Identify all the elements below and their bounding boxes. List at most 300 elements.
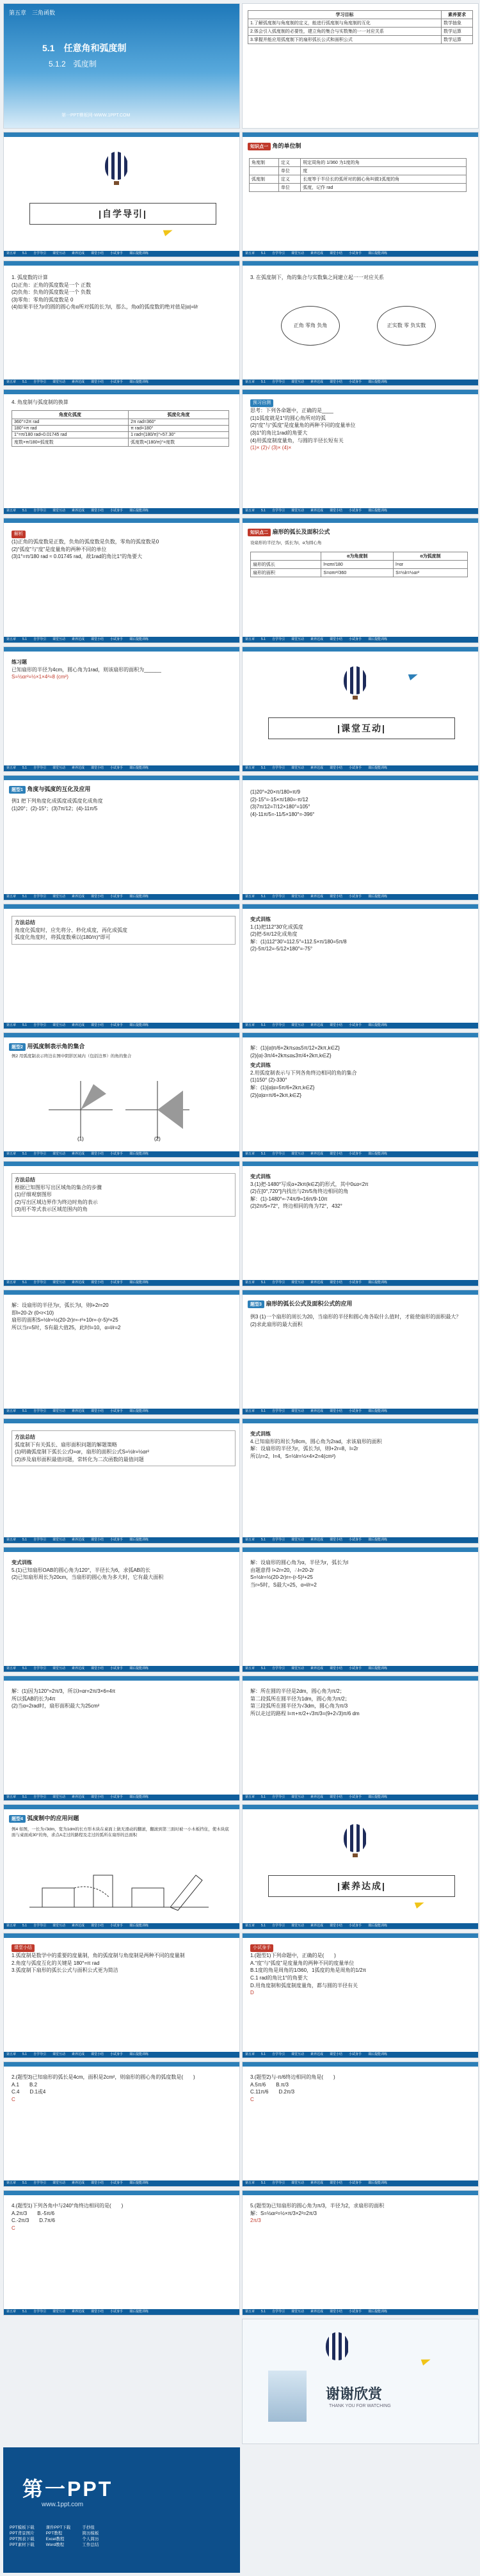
nav-item[interactable]: 5.1 xyxy=(22,380,27,384)
nav-item[interactable]: 素养达成 xyxy=(72,766,85,770)
nav-item[interactable]: 5.1 xyxy=(22,2310,27,2314)
nav-item[interactable]: 第五章 xyxy=(6,1409,17,1413)
footer-link[interactable]: Excel教程 xyxy=(45,2537,65,2541)
nav-item[interactable]: 自学导引 xyxy=(271,252,285,255)
nav-item[interactable]: 5.1 xyxy=(22,509,27,513)
nav-item[interactable]: 课堂小结 xyxy=(330,1538,343,1542)
nav-item[interactable]: 课堂互动 xyxy=(52,766,65,770)
nav-item[interactable]: 素养达成 xyxy=(72,1409,85,1413)
nav-item[interactable]: 素养达成 xyxy=(72,637,85,641)
nav-item[interactable]: 课堂小结 xyxy=(330,637,343,641)
nav-item[interactable]: 5.1 xyxy=(261,1281,266,1284)
nav-item[interactable]: 素养达成 xyxy=(310,1023,324,1027)
nav-item[interactable]: 第五章 xyxy=(6,1667,17,1670)
nav-item[interactable]: 5.1 xyxy=(261,2181,266,2185)
nav-item[interactable]: 自学导引 xyxy=(33,2052,46,2056)
nav-item[interactable]: 第五章 xyxy=(245,1538,255,1542)
nav-item[interactable]: 课堂小结 xyxy=(330,2181,343,2185)
nav-item[interactable]: 自学导引 xyxy=(33,380,46,384)
nav-item[interactable]: 自学导引 xyxy=(271,2052,285,2056)
nav-item[interactable]: 5.1 xyxy=(261,2310,266,2314)
footer-link[interactable]: PPT背景图片 xyxy=(10,2531,35,2536)
nav-item[interactable]: 第五章 xyxy=(245,1409,255,1413)
nav-item[interactable]: 自学导引 xyxy=(271,1667,285,1670)
nav-item[interactable]: 第五章 xyxy=(6,1281,17,1284)
nav-item[interactable]: 课堂小结 xyxy=(91,895,104,899)
nav-item[interactable]: 课堂互动 xyxy=(291,252,304,255)
nav-item[interactable]: 素养达成 xyxy=(310,1538,324,1542)
nav-item[interactable]: 课堂小结 xyxy=(91,1281,104,1284)
nav-item[interactable]: 小试身手 xyxy=(349,1281,362,1284)
nav-item[interactable]: 自学导引 xyxy=(33,509,46,513)
nav-item[interactable]: 小试身手 xyxy=(349,2052,362,2056)
nav-item[interactable]: 素养达成 xyxy=(310,1409,324,1413)
nav-item[interactable]: 素养达成 xyxy=(310,2052,324,2056)
footer-link[interactable]: Word教程 xyxy=(45,2543,65,2547)
nav-item[interactable]: 课堂互动 xyxy=(52,1023,65,1027)
nav-item[interactable]: 课后提能训练 xyxy=(368,637,388,641)
nav-item[interactable]: 素养达成 xyxy=(72,2181,85,2185)
nav-item[interactable]: 小试身手 xyxy=(349,2310,362,2314)
nav-item[interactable]: 第五章 xyxy=(245,1667,255,1670)
nav-item[interactable]: 课堂小结 xyxy=(330,2052,343,2056)
nav-item[interactable]: 第五章 xyxy=(245,766,255,770)
nav-item[interactable]: 课堂小结 xyxy=(330,1667,343,1670)
nav-item[interactable]: 课堂小结 xyxy=(330,380,343,384)
nav-item[interactable]: 课后提能训练 xyxy=(368,766,388,770)
nav-item[interactable]: 自学导引 xyxy=(271,380,285,384)
nav-item[interactable]: 课堂互动 xyxy=(291,1667,304,1670)
nav-item[interactable]: 课堂互动 xyxy=(52,1538,65,1542)
nav-item[interactable]: 第五章 xyxy=(6,509,17,513)
nav-item[interactable]: 小试身手 xyxy=(110,1023,124,1027)
nav-item[interactable]: 小试身手 xyxy=(110,1538,124,1542)
training1-title: 变式训练 xyxy=(250,916,271,922)
nav-item[interactable]: 自学导引 xyxy=(271,1538,285,1542)
nav-item[interactable]: 小试身手 xyxy=(349,1667,362,1670)
nav-item[interactable]: 5.1 xyxy=(261,1667,266,1670)
nav-item[interactable]: 课堂小结 xyxy=(91,252,104,255)
nav-item[interactable]: 素养达成 xyxy=(72,1667,85,1670)
nav-item[interactable]: 小试身手 xyxy=(110,2181,124,2185)
nav-item[interactable]: 小试身手 xyxy=(349,637,362,641)
nav-item[interactable]: 5.1 xyxy=(261,637,266,641)
nav-item[interactable]: 自学导引 xyxy=(33,1924,46,1928)
nav-item[interactable]: 素养达成 xyxy=(310,2310,324,2314)
footer-link[interactable]: 手抄报 xyxy=(82,2525,95,2530)
nav-item[interactable]: 素养达成 xyxy=(310,895,324,899)
nav-item[interactable]: 课堂互动 xyxy=(52,1152,65,1156)
nav-item[interactable]: 第五章 xyxy=(6,1538,17,1542)
footer-url[interactable]: www.1ppt.com xyxy=(42,2501,84,2508)
nav-item[interactable]: 自学导引 xyxy=(33,766,46,770)
nav-item[interactable]: 小试身手 xyxy=(110,895,124,899)
nav-item[interactable]: 课堂互动 xyxy=(52,895,65,899)
nav-item[interactable]: 自学导引 xyxy=(33,1795,46,1799)
nav-item[interactable]: 课堂互动 xyxy=(291,2181,304,2185)
cell: l=αr xyxy=(394,561,468,569)
nav-item[interactable]: 小试身手 xyxy=(110,380,124,384)
nav-item[interactable]: 小试身手 xyxy=(349,1023,362,1027)
nav-item[interactable]: 自学导引 xyxy=(33,1409,46,1413)
nav-item[interactable]: 素养达成 xyxy=(310,637,324,641)
nav-item[interactable]: 第五章 xyxy=(245,1281,255,1284)
nav-item[interactable]: 课堂小结 xyxy=(91,509,104,513)
nav-item[interactable]: 5.1 xyxy=(22,252,27,255)
nav-item[interactable]: 素养达成 xyxy=(310,2181,324,2185)
nav-item[interactable]: 5.1 xyxy=(22,1667,27,1670)
nav-item[interactable]: 第五章 xyxy=(245,2052,255,2056)
nav-item[interactable]: 课堂互动 xyxy=(52,637,65,641)
nav-item[interactable]: 第五章 xyxy=(6,252,17,255)
nav-item[interactable]: 小试身手 xyxy=(110,1667,124,1670)
nav-item[interactable]: 课后提能训练 xyxy=(368,380,388,384)
footer-link[interactable]: 简历模板 xyxy=(82,2531,99,2536)
nav-item[interactable]: 小试身手 xyxy=(349,380,362,384)
quiz5-text xyxy=(250,2202,468,2225)
nav-item[interactable]: 课堂小结 xyxy=(91,380,104,384)
nav-item[interactable]: 第五章 xyxy=(6,895,17,899)
nav-item[interactable]: 素养达成 xyxy=(310,252,324,255)
nav-item[interactable]: 素养达成 xyxy=(72,1152,85,1156)
nav-item[interactable]: 5.1 xyxy=(22,1023,27,1027)
nav-item[interactable]: 第五章 xyxy=(245,1023,255,1027)
line: 3.(1)把-1480°写成α+2kπ(k∈Z)的形式，其中0≤α<2π xyxy=(250,1181,369,1187)
nav-item[interactable]: 小试身手 xyxy=(349,2181,362,2185)
nav-item[interactable]: 5.1 xyxy=(22,1409,27,1413)
nav-item[interactable]: 课堂小结 xyxy=(330,2310,343,2314)
nav-item[interactable]: 第五章 xyxy=(6,1924,17,1928)
nav-item[interactable]: 课堂互动 xyxy=(52,252,65,255)
nav-item[interactable]: 小试身手 xyxy=(110,1795,124,1799)
nav-item[interactable]: 小试身手 xyxy=(110,1152,124,1156)
nav-item[interactable]: 自学导引 xyxy=(33,2181,46,2185)
nav-item[interactable]: 课堂互动 xyxy=(52,380,65,384)
nav-item[interactable]: 自学导引 xyxy=(271,895,285,899)
nav-item[interactable]: 自学导引 xyxy=(33,1152,46,1156)
nav-item[interactable]: 第五章 xyxy=(245,1924,255,1928)
footer-link[interactable]: PPT图表下载 xyxy=(10,2537,35,2541)
nav-item[interactable]: 5.1 xyxy=(261,509,266,513)
nav-item[interactable]: 第五章 xyxy=(245,1152,255,1156)
nav-item[interactable]: 第五章 xyxy=(245,380,255,384)
goal-2-literacy: 数学运算 xyxy=(442,28,473,36)
nav-item[interactable]: 课后提能训练 xyxy=(368,2181,388,2185)
nav-item[interactable]: 5.1 xyxy=(22,1538,27,1542)
nav-item[interactable]: 课堂互动 xyxy=(291,2310,304,2314)
nav-item[interactable]: 课堂互动 xyxy=(291,1538,304,1542)
nav-item[interactable]: 素养达成 xyxy=(72,1924,85,1928)
nav-item[interactable]: 课堂小结 xyxy=(91,1409,104,1413)
nav-item[interactable]: 自学导引 xyxy=(271,1795,285,1799)
nav-item[interactable]: 5.1 xyxy=(22,1281,27,1284)
nav-item[interactable]: 课堂互动 xyxy=(52,2181,65,2185)
nav-item[interactable]: 课堂小结 xyxy=(330,509,343,513)
nav-item[interactable]: 课堂互动 xyxy=(291,509,304,513)
nav-item[interactable]: 第五章 xyxy=(6,1152,17,1156)
nav-item[interactable]: 5.1 xyxy=(261,1409,266,1413)
nav-item[interactable]: 课堂互动 xyxy=(291,766,304,770)
nav-item[interactable]: 小试身手 xyxy=(349,766,362,770)
nav-item[interactable]: 自学导引 xyxy=(33,2310,46,2314)
nav-item[interactable]: 课堂互动 xyxy=(52,1795,65,1799)
footer-link[interactable]: PPT教程 xyxy=(45,2531,63,2536)
nav-item[interactable]: 5.1 xyxy=(22,637,27,641)
nav-item[interactable]: 课堂互动 xyxy=(291,895,304,899)
nav-item[interactable]: 课后提能训练 xyxy=(129,1924,149,1928)
nav-item[interactable]: 课后提能训练 xyxy=(129,766,149,770)
nav-item[interactable]: 课后提能训练 xyxy=(129,1667,149,1670)
nav-item[interactable]: 第五章 xyxy=(6,2052,17,2056)
nav-item[interactable]: 课后提能训练 xyxy=(129,1281,149,1284)
nav-item[interactable]: 小试身手 xyxy=(349,1795,362,1799)
nav-item[interactable]: 课堂互动 xyxy=(52,2052,65,2056)
nav-item[interactable]: 素养达成 xyxy=(310,380,324,384)
nav-item[interactable]: 素养达成 xyxy=(72,2052,85,2056)
nav-item[interactable]: 自学导引 xyxy=(271,1023,285,1027)
nav-item[interactable]: 课后提能训练 xyxy=(368,1409,388,1413)
method2-title: 方法总结 xyxy=(15,1177,35,1183)
nav-item[interactable]: 课后提能训练 xyxy=(368,509,388,513)
nav-item[interactable]: 课后提能训练 xyxy=(368,1924,388,1928)
nav-item[interactable]: 自学导引 xyxy=(271,637,285,641)
nav-item[interactable]: 课堂小结 xyxy=(91,1152,104,1156)
nav-item[interactable]: 课堂小结 xyxy=(91,1667,104,1670)
line: (1)1弧度就是1°的圆心角所对的弧 xyxy=(250,415,326,421)
nav-item[interactable]: 课堂小结 xyxy=(91,2052,104,2056)
nav-item[interactable]: 课堂小结 xyxy=(330,252,343,255)
nav-item[interactable]: 5.1 xyxy=(261,1023,266,1027)
nav-item[interactable]: 课后提能训练 xyxy=(368,1023,388,1027)
nav-item[interactable]: 课后提能训练 xyxy=(129,1023,149,1027)
nav-item[interactable]: 自学导引 xyxy=(33,637,46,641)
nav-item[interactable]: 课堂小结 xyxy=(91,766,104,770)
nav-item[interactable]: 5.1 xyxy=(261,1152,266,1156)
line: 1.(题型1)下列命题中，正确的是( ) xyxy=(250,1953,336,1959)
nav-item[interactable]: 第五章 xyxy=(245,2310,255,2314)
nav-item[interactable]: 课堂互动 xyxy=(291,1924,304,1928)
nav-item[interactable]: 自学导引 xyxy=(271,2310,285,2314)
line: 由题意得 l+2r=20，∴l=20-2r xyxy=(250,1567,314,1573)
nav-item[interactable]: 课堂互动 xyxy=(52,1924,65,1928)
nav-item[interactable]: 第五章 xyxy=(245,895,255,899)
paper-plane-icon xyxy=(421,2356,432,2365)
nav-item[interactable]: 自学导引 xyxy=(33,1023,46,1027)
footer-link[interactable]: 个人简历 xyxy=(82,2537,99,2541)
nav-item[interactable]: 第五章 xyxy=(6,1795,17,1799)
nav-item[interactable]: 课堂互动 xyxy=(52,1667,65,1670)
nav-item[interactable]: 5.1 xyxy=(261,766,266,770)
nav-item[interactable]: 5.1 xyxy=(22,2181,27,2185)
nav-item[interactable]: 素养达成 xyxy=(310,509,324,513)
nav-item[interactable]: 课后提能训练 xyxy=(368,252,388,255)
nav-item[interactable]: 课后提能训练 xyxy=(129,2310,149,2314)
nav-item[interactable]: 课堂互动 xyxy=(291,1795,304,1799)
nav-item[interactable]: 自学导引 xyxy=(271,1409,285,1413)
nav-item[interactable]: 小试身手 xyxy=(110,509,124,513)
nav-item[interactable]: 第五章 xyxy=(245,1795,255,1799)
nav-item[interactable]: 课后提能训练 xyxy=(129,637,149,641)
nav-item[interactable]: 第五章 xyxy=(245,509,255,513)
nav-item[interactable]: 素养达成 xyxy=(310,1924,324,1928)
nav-item[interactable]: 素养达成 xyxy=(72,1538,85,1542)
nav-item[interactable]: 第五章 xyxy=(6,1023,17,1027)
nav-item[interactable]: 5.1 xyxy=(22,2052,27,2056)
nav-item[interactable]: 素养达成 xyxy=(72,509,85,513)
nav-item[interactable]: 小试身手 xyxy=(110,2052,124,2056)
nav-item[interactable]: 课堂小结 xyxy=(91,1924,104,1928)
practice1-slide xyxy=(242,389,479,515)
nav-item[interactable]: 素养达成 xyxy=(72,1023,85,1027)
nav-item[interactable]: 素养达成 xyxy=(72,1281,85,1284)
nav-item[interactable]: 自学导引 xyxy=(271,509,285,513)
nav-item[interactable]: 5.1 xyxy=(261,1924,266,1928)
nav-item[interactable]: 5.1 xyxy=(261,252,266,255)
nav-item[interactable]: 课后提能训练 xyxy=(129,2181,149,2185)
nav-item[interactable]: 课堂互动 xyxy=(291,637,304,641)
nav-item[interactable]: 自学导引 xyxy=(271,1152,285,1156)
nav-item[interactable]: 素养达成 xyxy=(310,1667,324,1670)
nav-item[interactable]: 素养达成 xyxy=(72,895,85,899)
nav-item[interactable]: 素养达成 xyxy=(72,252,85,255)
nav-item[interactable]: 课后提能训练 xyxy=(368,2052,388,2056)
nav-item[interactable]: 课后提能训练 xyxy=(368,1667,388,1670)
nav-item[interactable]: 自学导引 xyxy=(33,1538,46,1542)
nav-item[interactable]: 课堂小结 xyxy=(330,1795,343,1799)
nav-item[interactable]: 小试身手 xyxy=(110,1409,124,1413)
nav-item[interactable]: 第五章 xyxy=(245,252,255,255)
nav-item[interactable]: 课堂互动 xyxy=(291,1023,304,1027)
nav-item[interactable]: 素养达成 xyxy=(72,380,85,384)
nav-item[interactable]: 课堂小结 xyxy=(91,1023,104,1027)
nav-item[interactable]: 自学导引 xyxy=(33,895,46,899)
nav-item[interactable]: 课后提能训练 xyxy=(129,252,149,255)
nav-item[interactable]: 课后提能训练 xyxy=(129,895,149,899)
nav-item[interactable]: 小试身手 xyxy=(349,895,362,899)
footer-link[interactable]: PPT素材下载 xyxy=(10,2543,35,2547)
nav-item[interactable]: 第五章 xyxy=(6,637,17,641)
nav-item[interactable]: 小试身手 xyxy=(349,1409,362,1413)
nav-item[interactable]: 课后提能训练 xyxy=(368,1281,388,1284)
nav-item[interactable]: 课堂互动 xyxy=(291,1281,304,1284)
nav-item[interactable]: 课堂互动 xyxy=(52,1409,65,1413)
nav-item[interactable]: 第五章 xyxy=(6,766,17,770)
nav-item[interactable]: 课堂小结 xyxy=(91,637,104,641)
nav-item[interactable]: 课堂小结 xyxy=(330,766,343,770)
nav-item[interactable]: 课后提能训练 xyxy=(368,895,388,899)
nav-item[interactable]: 课后提能训练 xyxy=(129,509,149,513)
nav-item[interactable]: 课后提能训练 xyxy=(129,1409,149,1413)
nav-item[interactable]: 课堂小结 xyxy=(91,2310,104,2314)
nav-item[interactable]: 自学导引 xyxy=(271,1924,285,1928)
nav-item[interactable]: 课堂小结 xyxy=(91,1538,104,1542)
nav-item[interactable]: 素养达成 xyxy=(310,1281,324,1284)
footer-link[interactable]: 工作总结 xyxy=(82,2543,99,2547)
nav-item[interactable]: 5.1 xyxy=(261,1538,266,1542)
nav-item[interactable]: 第五章 xyxy=(6,2181,17,2185)
nav-item[interactable]: 素养达成 xyxy=(72,1795,85,1799)
line: S=½lr=½(20-2r)r=-(r-5)²+25 xyxy=(250,1574,313,1581)
nav-item[interactable]: 第五章 xyxy=(6,2310,17,2314)
nav-item[interactable]: 课堂互动 xyxy=(291,1409,304,1413)
nav-item[interactable]: 素养达成 xyxy=(310,766,324,770)
nav-item[interactable]: 素养达成 xyxy=(72,2310,85,2314)
nav-item[interactable]: 课堂小结 xyxy=(91,1795,104,1799)
nav-item[interactable]: 课堂小结 xyxy=(330,1281,343,1284)
nav-item[interactable]: 5.1 xyxy=(22,1924,27,1928)
nav-item[interactable]: 课堂小结 xyxy=(91,2181,104,2185)
nav-item[interactable]: 课堂互动 xyxy=(291,1152,304,1156)
nav-item[interactable]: 小试身手 xyxy=(349,1924,362,1928)
nav-item[interactable]: 第五章 xyxy=(245,2181,255,2185)
nav-item[interactable]: 小试身手 xyxy=(349,1538,362,1542)
nav-item[interactable]: 课堂互动 xyxy=(291,380,304,384)
nav-item[interactable]: 课后提能训练 xyxy=(368,1152,388,1156)
goals-table xyxy=(248,10,473,44)
nav-item[interactable]: 自学导引 xyxy=(271,1281,285,1284)
nav-item[interactable]: 5.1 xyxy=(22,766,27,770)
nav-item[interactable]: 课后提能训练 xyxy=(368,1538,388,1542)
nav-item[interactable]: 5.1 xyxy=(22,895,27,899)
nav-item[interactable]: 5.1 xyxy=(22,1152,27,1156)
nav-item[interactable]: 素养达成 xyxy=(310,1152,324,1156)
nav-item[interactable]: 课后提能训练 xyxy=(129,1152,149,1156)
nav-item[interactable]: 自学导引 xyxy=(33,1281,46,1284)
nav-item[interactable]: 5.1 xyxy=(261,1795,266,1799)
nav-item[interactable]: 课堂小结 xyxy=(330,895,343,899)
nav-item[interactable]: 课堂小结 xyxy=(330,1023,343,1027)
nav-item[interactable]: 课堂互动 xyxy=(52,2310,65,2314)
nav-item[interactable]: 小试身手 xyxy=(110,766,124,770)
nav-item[interactable]: 课后提能训练 xyxy=(129,1538,149,1542)
nav-item[interactable]: 课堂小结 xyxy=(330,1924,343,1928)
nav-item[interactable]: 5.1 xyxy=(22,1795,27,1799)
footer-link[interactable]: PPT模板下载 xyxy=(10,2525,35,2530)
nav-item[interactable]: 小试身手 xyxy=(110,252,124,255)
nav-item[interactable]: 课后提能训练 xyxy=(368,1795,388,1799)
nav-item[interactable]: 自学导引 xyxy=(33,252,46,255)
nav-item[interactable]: 小试身手 xyxy=(349,509,362,513)
nav-item[interactable]: 课后提能训练 xyxy=(368,2310,388,2314)
nav-item[interactable]: 自学导引 xyxy=(271,766,285,770)
nav-item[interactable]: 5.1 xyxy=(261,2052,266,2056)
nav-item[interactable]: 5.1 xyxy=(261,380,266,384)
nav-item[interactable]: 小试身手 xyxy=(349,1152,362,1156)
nav-item[interactable]: 第五章 xyxy=(245,637,255,641)
nav-item[interactable]: 小试身手 xyxy=(110,2310,124,2314)
nav-item[interactable]: 课堂互动 xyxy=(291,2052,304,2056)
nav-item[interactable]: 第五章 xyxy=(6,380,17,384)
nav-item[interactable]: 课后提能训练 xyxy=(129,1795,149,1799)
nav-item[interactable]: 小试身手 xyxy=(110,637,124,641)
nav-item[interactable]: 小试身手 xyxy=(349,252,362,255)
footer-link[interactable]: 课件PPT下载 xyxy=(45,2525,71,2530)
nav-item[interactable]: 小试身手 xyxy=(110,1281,124,1284)
nav-item[interactable]: 5.1 xyxy=(261,895,266,899)
nav-item[interactable]: 课堂小结 xyxy=(330,1152,343,1156)
nav-item[interactable]: 自学导引 xyxy=(33,1667,46,1670)
example2-title: 用弧度制表示角的集合 xyxy=(27,1043,85,1050)
nav-item[interactable]: 课堂互动 xyxy=(52,1281,65,1284)
nav-item[interactable]: 自学导引 xyxy=(271,2181,285,2185)
nav-item[interactable]: 课后提能训练 xyxy=(129,380,149,384)
nav-item[interactable]: 素养达成 xyxy=(310,1795,324,1799)
cell: 2π rad=360° xyxy=(129,419,229,426)
nav-item[interactable]: 课后提能训练 xyxy=(129,2052,149,2056)
nav-item[interactable]: 课堂小结 xyxy=(330,1409,343,1413)
nav-item[interactable]: 课堂互动 xyxy=(52,509,65,513)
nav-item[interactable]: 小试身手 xyxy=(110,1924,124,1928)
